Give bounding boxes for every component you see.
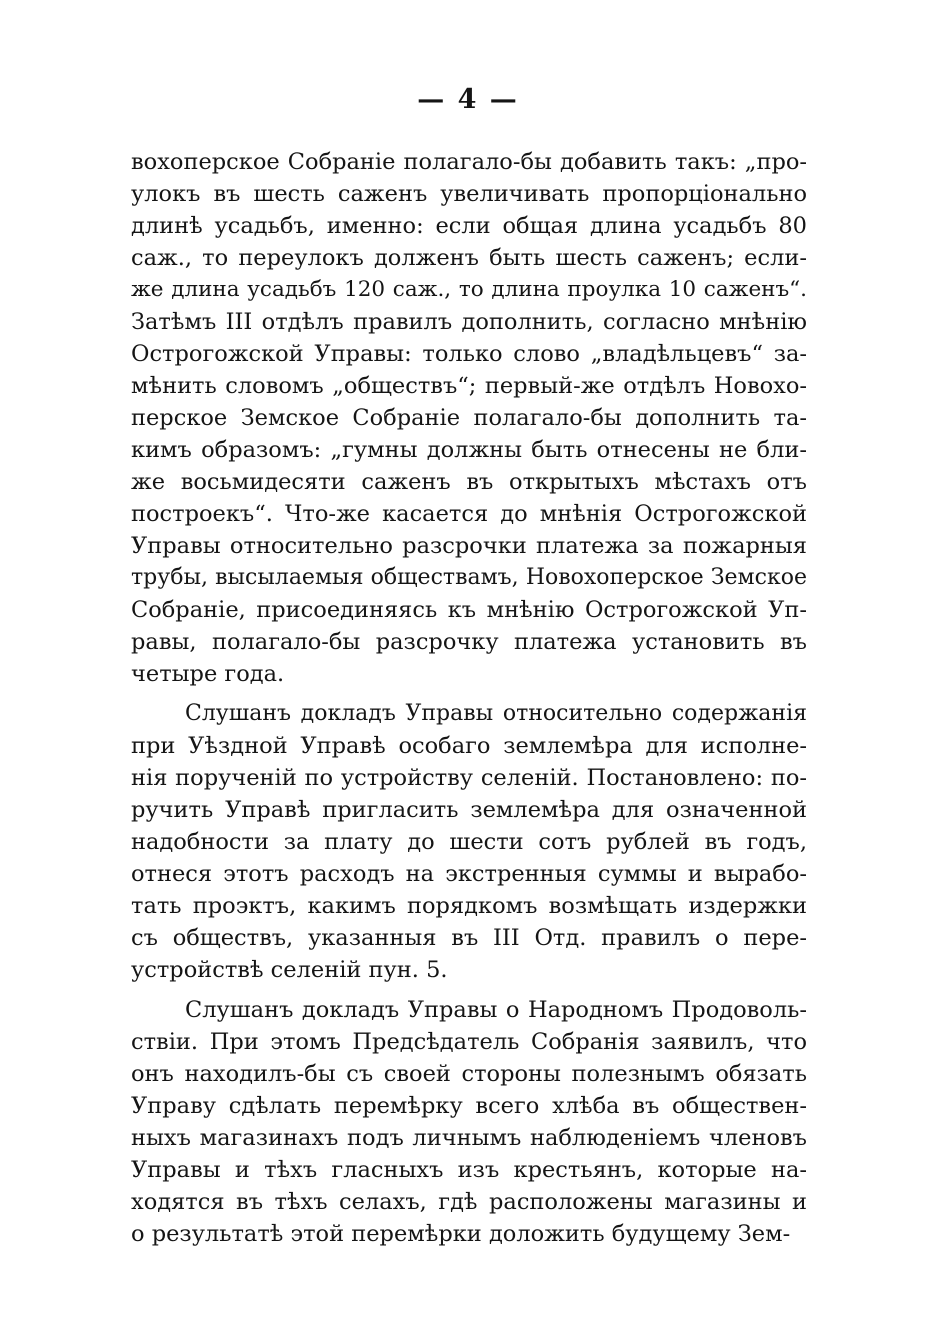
text-line: ходятся въ тѣхъ селахъ, гдѣ расположены магазины и bbox=[131, 1189, 807, 1215]
text-line: перское Земское Собраніе полагало-бы дополнить та- bbox=[131, 405, 807, 431]
paragraph-gap bbox=[131, 986, 807, 994]
text-line: съ обществъ, указанныя въ III Отд. правилъ о пере- bbox=[131, 925, 807, 951]
text-line: Собраніе, присоединяясь къ мнѣнію Острогожской Уп- bbox=[131, 597, 807, 623]
text-line: четыре года. bbox=[131, 661, 285, 687]
text-line: нія порученій по устройству селеній. Постановлено: по- bbox=[131, 765, 807, 791]
text-line: онъ находилъ-бы съ своей стороны полезнымъ обязать bbox=[131, 1061, 807, 1087]
text-line: равы, полагало-бы разсрочку платежа установить въ bbox=[131, 629, 807, 655]
text-line: Управы относительно разсрочки платежа за пожарныя bbox=[131, 533, 807, 559]
text-line: о результатѣ этой перемѣрки доложить будущему Зем- bbox=[131, 1221, 791, 1247]
text-line: Управы и тѣхъ гласныхъ изъ крестьянъ, которые на- bbox=[131, 1157, 807, 1183]
text-line: вохоперское Собраніе полагало-бы добавить такъ: „про- bbox=[131, 149, 807, 175]
body-text bbox=[131, 146, 807, 1250]
text-line: надобности за плату до шести сотъ рублей въ годъ, bbox=[131, 829, 807, 855]
text-line: ручить Управѣ пригласить землемѣра для означенной bbox=[131, 797, 807, 823]
text-line: же длина усадьбъ 120 саж., то длина проулка 10 саженъ“. bbox=[131, 277, 807, 302]
paragraph bbox=[131, 994, 807, 1250]
text-line: Затѣмъ III отдѣлъ правилъ дополнить, согласно мнѣнію bbox=[131, 309, 807, 335]
paragraph-gap bbox=[131, 690, 807, 698]
text-line: Управу сдѣлать перемѣрку всего хлѣба въ обществен- bbox=[131, 1093, 807, 1119]
text-line: тать проэктъ, какимъ порядкомъ возмѣщать издержки bbox=[131, 893, 807, 919]
text-line: ныхъ магазинахъ подъ личнымъ наблюденіемъ членовъ bbox=[131, 1125, 807, 1151]
text-line: Острогожской Управы: только слово „владѣльцевъ“ за- bbox=[131, 341, 807, 367]
paragraph bbox=[131, 698, 807, 986]
text-line: отнеся этотъ расходъ на экстренныя суммы и вырабо- bbox=[131, 861, 807, 887]
text-line: мѣнить словомъ „обществъ“; первый-же отдѣлъ Новохо- bbox=[131, 373, 807, 399]
text-line: ствіи. При этомъ Предсѣдатель Собранія заявилъ, что bbox=[131, 1029, 807, 1055]
text-line: Слушанъ докладъ Управы о Народномъ Продоволь- bbox=[185, 997, 807, 1023]
text-line: улокъ въ шесть саженъ увеличивать пропорціонально bbox=[131, 181, 807, 207]
text-line: кимъ образомъ: „гумны должны быть отнесены не бли- bbox=[131, 437, 807, 463]
text-line: саж., то переулокъ долженъ быть шесть саженъ; если- bbox=[131, 245, 807, 271]
text-line: Слушанъ докладъ Управы относительно содержанія bbox=[185, 701, 807, 726]
paragraph bbox=[131, 146, 807, 690]
text-line: при Уѣздной Управѣ особаго землемѣра для исполне- bbox=[131, 733, 807, 759]
text-line: трубы, высылаемыя обществамъ, Новохоперское Земское bbox=[131, 565, 807, 590]
page-number: — 4 — bbox=[417, 84, 519, 115]
text-line: построекъ“. Что-же касается до мнѣнія Острогожской bbox=[131, 501, 807, 527]
text-line: длинѣ усадьбъ, именно: если общая длина усадьбъ 80 bbox=[131, 213, 807, 239]
text-line: же восьмидесяти саженъ въ открытыхъ мѣстахъ отъ bbox=[131, 469, 807, 495]
text-line: устройствѣ селеній пун. 5. bbox=[131, 957, 448, 983]
